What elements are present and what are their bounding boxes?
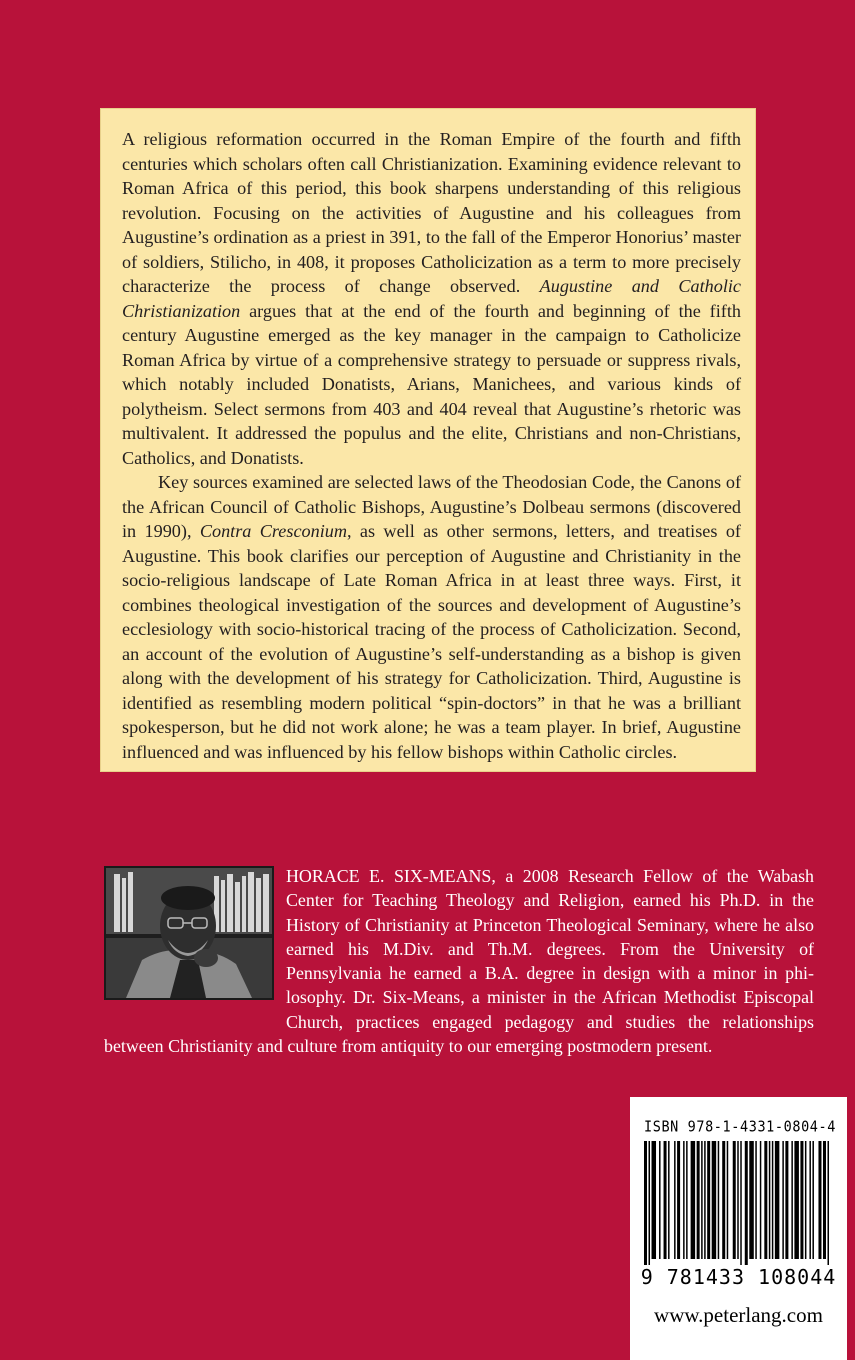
barcode-bar	[722, 1141, 725, 1259]
barcode-bar	[674, 1141, 676, 1259]
barcode-bar	[683, 1141, 685, 1259]
blurb-p1-text-b: argues that at the end of the fourth and beginning of the fifth century Augustine emerged as the key manager in the campaign to Catholicize Roman Africa by virtue of a comprehensive strategy to persuade or suppress rivals, which notably included Donatists, Arians, Manichees, and various kinds of polytheism. Select sermons from 403 and 404 reveal that Augustine’s rhetoric was multivalent. It addressed the populus and the elite, Christians and non-Christians, Catholics, and Donatists.	[122, 300, 741, 468]
barcode-bar	[652, 1141, 657, 1259]
barcode-bar	[775, 1141, 780, 1259]
barcode-bar	[764, 1141, 767, 1259]
barcode-bar	[686, 1141, 688, 1259]
blurb-paragraph-1	[122, 127, 741, 470]
book-title-italic: Augustine and Catholic Christianization	[122, 276, 741, 321]
barcode-bar	[704, 1141, 706, 1259]
barcode-bar	[805, 1141, 807, 1259]
blurb-box	[100, 108, 756, 772]
barcode-bar	[677, 1141, 680, 1259]
barcode-bar	[782, 1141, 784, 1259]
barcode-bar	[745, 1141, 748, 1265]
barcode-bar	[707, 1141, 710, 1259]
blurb-p2-text-b: , as well as other sermons, letters, and treatises of Augustine. This book clarifies our perception of Augustine and Christianity in the socio-religious landscape of Late Roman Africa in at least three ways. First, it combines theological investigation of the sources and development of Augustine’s ecclesiology with socio-historical tracing of the process of Catholicization. Second, an account of the evolution of Augustine’s self-understanding as a bishop is given along with the development of his strategy for Catholicization. Third, Augustine is identified as resembling modern political “spin-doctors” in that he was a brilliant spokesperson, but he did not work alone; he was a team player. In brief, Augustine influenced and was influenced by his fellow bishops within Catholic circles.	[122, 521, 741, 762]
barcode-digits: 9 781433 108044	[640, 1265, 837, 1289]
barcode-bar	[727, 1141, 729, 1259]
barcode-bar	[794, 1141, 799, 1259]
barcode-bar	[769, 1141, 771, 1259]
barcode-bar	[755, 1141, 757, 1259]
barcode-bar	[733, 1141, 736, 1259]
barcode-bar	[649, 1141, 651, 1265]
barcode-bar	[737, 1141, 739, 1259]
barcode-bar	[697, 1141, 700, 1259]
publisher-website: www.peterlang.com	[654, 1303, 823, 1327]
barcode-bar	[664, 1141, 667, 1259]
blurb-p1-text-a: A religious reformation occurred in the Roman Empire of the fourth and fifth centuries which scholars often call Christianization. Examining evidence relevant to Roman Africa of this period, this book sharpens understanding of this religious revolution. Focusing on the activities of Augustine and his colleagues from Augustine’s ordination as a priest in 391, to the fall of the Emperor Honorius’ master of soldiers, Stilicho, in 408, it proposes Catholicization as a term to more precisely characterize the process of change observed.	[122, 129, 741, 296]
barcode-bar	[800, 1141, 803, 1259]
isbn-label: ISBN 978-1-4331-0804-4	[643, 1118, 836, 1136]
barcode-bar	[809, 1141, 811, 1259]
photo-spacer	[104, 864, 286, 1010]
barcode-bar	[691, 1141, 696, 1259]
barcode-icon	[642, 1141, 835, 1265]
barcode-bar	[659, 1141, 661, 1259]
barcode-bar	[668, 1141, 670, 1259]
barcode-bar	[812, 1141, 814, 1259]
barcode-bar	[760, 1141, 762, 1259]
barcode-bar	[785, 1141, 788, 1259]
barcode-box	[630, 1097, 847, 1360]
barcode-bar	[823, 1141, 826, 1259]
barcode-bar	[740, 1141, 742, 1265]
barcode-bar	[791, 1141, 793, 1259]
barcode-bar	[644, 1141, 647, 1265]
barcode-bar	[749, 1141, 754, 1259]
barcode-bar	[772, 1141, 774, 1259]
author-bio-text: HORACE E. SIX-MEANS, a 2008 Research Fellow of the Wabash Center for Teaching Theology and Religion, earned his Ph.D. in the History of Christianity at Princeton Theological Seminary, where he also earned his M.Div. and Th.M. degrees. From the University of Pennsylvania he earned a B.A. degree in design with a minor in philosophy. Dr. Six-Means, a minister in the African Methodist Episcopal Church, practices engaged pedagogy and studies the relationships between Christianity and culture from antiquity to our emerging postmodern present.	[104, 866, 814, 1057]
barcode-bar	[712, 1141, 717, 1259]
blurb-p2-text-a: Key sources examined are selected laws of the Theodosian Code, the Canons of the African Council of Catholic Bishops, Augustine’s Dolbeau sermons (discovered in 1990),	[122, 472, 741, 541]
barcode-bar	[818, 1141, 821, 1259]
blurb-paragraph-2	[122, 470, 741, 764]
barcode-bar	[718, 1141, 720, 1259]
barcode-bar	[701, 1141, 703, 1259]
author-bio	[104, 864, 814, 1058]
barcode-bar	[827, 1141, 829, 1265]
contra-cresconium-italic: Contra Cresconium	[199, 521, 347, 541]
